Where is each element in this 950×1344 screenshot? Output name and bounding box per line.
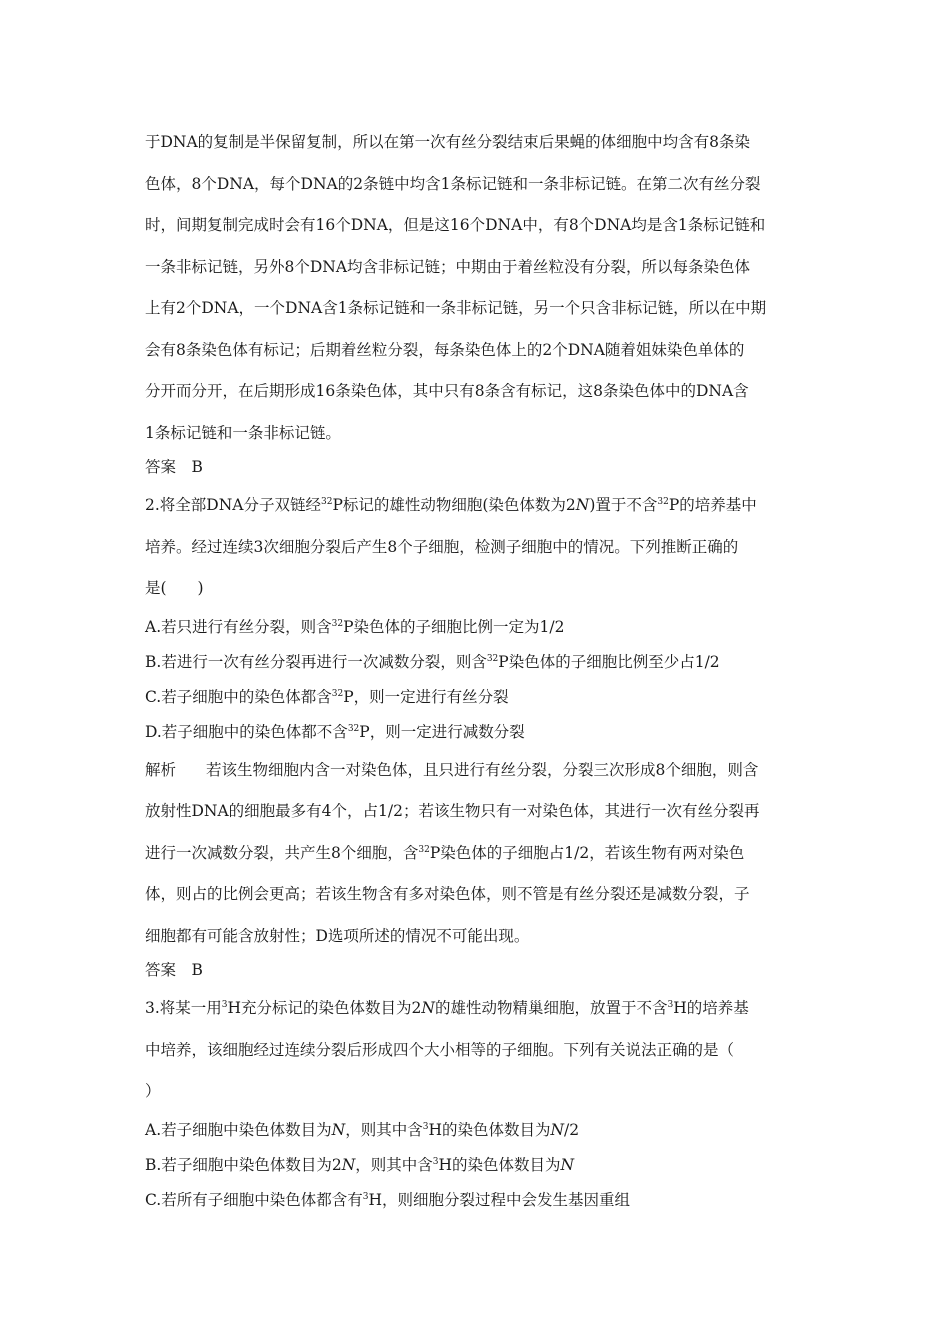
text-line: 上有2个DNA，一个DNA含1条标记链和一条非标记链，另一个只含非标记链，所以在中期	[145, 299, 767, 317]
explanation-paragraph-1	[145, 122, 807, 454]
document-page	[145, 122, 807, 1218]
text-line: 分开而分开，在后期形成16条染色体，其中只有8条含有标记，这8条染色体中的DNA含	[145, 382, 749, 400]
option-c: C.若子细胞中的染色体都含$^{32}$P，则一定进行有丝分裂	[145, 687, 509, 706]
analysis-2	[145, 750, 807, 958]
option-b: B.若进行一次有丝分裂再进行一次减数分裂，则含$^{32}$P染色体的子细胞比例至少占1/2	[145, 652, 720, 671]
option-b: B.若子细胞中染色体数目为2N，则其中含$^3$H的染色体数目为N	[145, 1155, 575, 1174]
answer-value: B	[191, 458, 203, 476]
text-line: 于DNA的复制是半保留复制，所以在第一次有丝分裂结束后果蝇的体细胞中均含有8条染	[145, 133, 751, 151]
answer-1	[145, 450, 807, 485]
question-2	[145, 485, 807, 957]
question-3	[145, 988, 807, 1218]
option-d: D.若子细胞中的染色体都不含$^{32}$P，则一定进行减数分裂	[145, 722, 525, 741]
option-a: A.若子细胞中染色体数目为N，则其中含$^3$H的染色体数目为N/2	[145, 1120, 580, 1139]
text-line: 1条标记链和一条非标记链。	[145, 423, 341, 442]
analysis-line-2: 放射性DNA的细胞最多有4个，占1/2；若该生物只有一对染色体，其进行一次有丝分裂再	[145, 802, 760, 820]
question-2-line-1: 2.将全部DNA分子双链经$^{32}$P标记的雄性动物细胞(染色体数为2N)置于不含$^{32}$P的培养基中	[145, 496, 757, 514]
question-3-line-2: 中培养，该细胞经过连续分裂后形成四个大小相等的子细胞。下列有关说法正确的是（	[145, 1040, 735, 1059]
text-line: 一条非标记链，另外8个DNA均含非标记链；中期由于着丝粒没有分裂，所以每条染色体	[145, 257, 751, 276]
answer-value: B	[191, 961, 203, 979]
text-line: 时，间期复制完成时会有16个DNA，但是这16个DNA中，有8个DNA均是含1条标记链和	[145, 216, 766, 234]
answer-label: 答案	[145, 961, 177, 979]
question-2-line-2: 培养。经过连续3次细胞分裂后产生8个子细胞，检测子细胞中的情况。下列推断正确的	[145, 537, 739, 556]
answer-label: 答案	[145, 458, 177, 476]
analysis-label: 解析	[145, 760, 177, 779]
analysis-line-5: 细胞都有可能含放射性；D选项所述的情况不可能出现。	[145, 926, 530, 945]
analysis-line-3: 进行一次减数分裂，共产生8个细胞，含$^{32}$P染色体的子细胞占1/2，若该生物有两对染色	[145, 843, 745, 862]
question-2-line-3: 是( )	[145, 579, 204, 597]
question-3-line-3: ）	[145, 1082, 161, 1100]
text-line: 色体，8个DNA，每个DNA的2条链中均含1条标记链和一条非标记链。在第二次有丝分裂	[145, 174, 761, 193]
analysis-line-4: 体，则占的比例会更高；若该生物含有多对染色体，则不管是有丝分裂还是减数分裂，子	[145, 885, 750, 903]
answer-2	[145, 953, 807, 988]
analysis-line-1: 解析 若该生物细胞内含一对染色体，且只进行有丝分裂，分裂三次形成8个细胞，则含	[145, 760, 759, 779]
text-line: 会有8条染色体有标记；后期着丝粒分裂，每条染色体上的2个DNA随着姐妹染色单体的	[145, 340, 745, 359]
question-3-line-1: 3.将某一用$^3$H充分标记的染色体数目为2N的雄性动物精巢细胞，放置于不含$^3$H的培养基	[145, 999, 749, 1017]
option-c: C.若所有子细胞中染色体都含有$^3$H，则细胞分裂过程中会发生基因重组	[145, 1190, 631, 1209]
option-a: A.若只进行有丝分裂，则含$^{32}$P染色体的子细胞比例一定为1/2	[145, 617, 565, 636]
